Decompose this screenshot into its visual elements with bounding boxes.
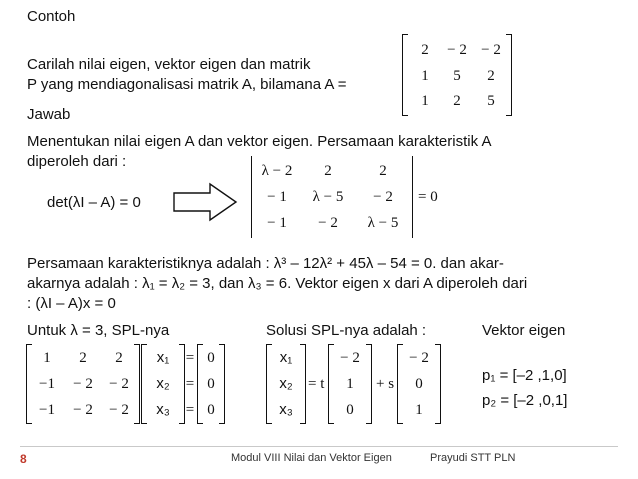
det-cell: λ − 5 — [312, 189, 344, 205]
det-cell: − 1 — [267, 215, 287, 231]
eigenvector-p1: p₁ = [–2 ,1,0] — [482, 367, 567, 384]
plus-s: + s — [376, 376, 395, 392]
v1-cell: 1 — [346, 376, 354, 392]
eigenvector-p2: p₂ = [–2 ,0,1] — [482, 392, 568, 409]
matrix-a-cell: 2 — [453, 93, 461, 109]
matrix-a-cell: 1 — [421, 68, 429, 84]
footer-author: Prayudi STT PLN — [430, 452, 516, 464]
spl-cell: −1 — [39, 402, 55, 418]
spl-coefficient-matrix — [26, 344, 140, 424]
matrix-a-cell: − 2 — [447, 42, 467, 58]
zero-vector-cell: 0 — [207, 402, 215, 418]
matrix-a-cell: 5 — [487, 93, 495, 109]
v2-cell: − 2 — [409, 350, 429, 366]
solution-vector-2 — [397, 344, 441, 424]
right-bar — [412, 156, 413, 238]
vektor-title: Vektor eigen — [482, 322, 566, 339]
spl-cell: 2 — [79, 350, 87, 366]
matrix-a — [402, 34, 512, 116]
determinant-matrix — [251, 156, 413, 238]
zero-vector — [197, 344, 225, 424]
footer-divider — [20, 446, 618, 447]
spl-cell: 2 — [115, 350, 123, 366]
spl-cell: − 2 — [73, 402, 93, 418]
untuk-title: Untuk λ = 3, SPL-nya — [27, 322, 170, 339]
char-eq-line-3: : (λI – A)x = 0 — [27, 295, 116, 312]
intro-line-2: diperoleh dari : — [27, 153, 127, 170]
zero-vector-cell: 0 — [207, 376, 215, 392]
matrix-a-cell: 5 — [453, 68, 461, 84]
matrix-a-cell: 1 — [421, 93, 429, 109]
left-bracket — [402, 34, 408, 116]
x-vector-cell: x₁ — [156, 349, 170, 366]
problem-line-1: Carilah nilai eigen, vektor eigen dan matrik — [27, 56, 311, 73]
solution-x-cell: x₂ — [279, 375, 293, 392]
footer-module: Modul VIII Nilai dan Vektor Eigen — [231, 452, 392, 464]
spl-cell: − 2 — [73, 376, 93, 392]
det-cell: − 2 — [318, 215, 338, 231]
zero-vector-cell: 0 — [207, 350, 215, 366]
intro-line-1: Menentukan nilai eigen A dan vektor eigen. Persamaan karakteristik A — [27, 133, 492, 150]
v1-cell: − 2 — [340, 350, 360, 366]
det-equation: det(λI – A) = 0 — [47, 194, 141, 211]
solution-x-cell: x₁ — [279, 349, 293, 366]
answer-label: Jawab — [27, 106, 71, 123]
left-bar — [251, 156, 252, 238]
heading: Contoh — [27, 8, 76, 25]
spl-cell: 1 — [43, 350, 51, 366]
solution-vector-1 — [328, 344, 372, 424]
spl-cell: − 2 — [109, 376, 129, 392]
v2-cell: 0 — [415, 376, 423, 392]
spl-cell: −1 — [39, 376, 55, 392]
matrix-a-cell: 2 — [421, 42, 429, 58]
v1-cell: 0 — [346, 402, 354, 418]
equals-sign: = — [185, 402, 195, 418]
det-cell: λ − 5 — [367, 215, 399, 231]
spl-cell: − 2 — [109, 402, 129, 418]
equals-sign: = — [185, 350, 195, 366]
solution-x-cell: x₃ — [279, 401, 293, 418]
char-eq-line-2: akarnya adalah : λ₁ = λ₂ = 3, dan λ₃ = 6. Vektor eigen x dari A diperoleh dari — [27, 275, 528, 292]
right-arrow-icon — [172, 181, 240, 223]
equals-sign: = — [185, 376, 195, 392]
solusi-title: Solusi SPL-nya adalah : — [266, 322, 427, 339]
solution-x-vector — [266, 344, 306, 424]
x-vector-cell: x₃ — [156, 401, 170, 418]
x-vector-cell: x₂ — [156, 375, 170, 392]
x-vector — [141, 344, 185, 424]
matrix-a-cell: 2 — [487, 68, 495, 84]
page-number: 8 — [20, 452, 27, 466]
v2-cell: 1 — [415, 402, 423, 418]
equals-t: = t — [308, 376, 325, 392]
matrix-a-cell: − 2 — [481, 42, 501, 58]
det-equals-zero: = 0 — [418, 189, 438, 205]
char-eq-line-1: Persamaan karakteristiknya adalah : λ³ – 12λ² + 45λ – 54 = 0. dan akar- — [27, 255, 504, 272]
det-cell: λ − 2 — [261, 163, 293, 179]
det-cell: 2 — [379, 163, 387, 179]
problem-line-2: P yang mendiagonalisasi matrik A, bilamana A = — [27, 76, 347, 93]
det-cell: 2 — [324, 163, 332, 179]
det-cell: − 2 — [373, 189, 393, 205]
det-cell: − 1 — [267, 189, 287, 205]
